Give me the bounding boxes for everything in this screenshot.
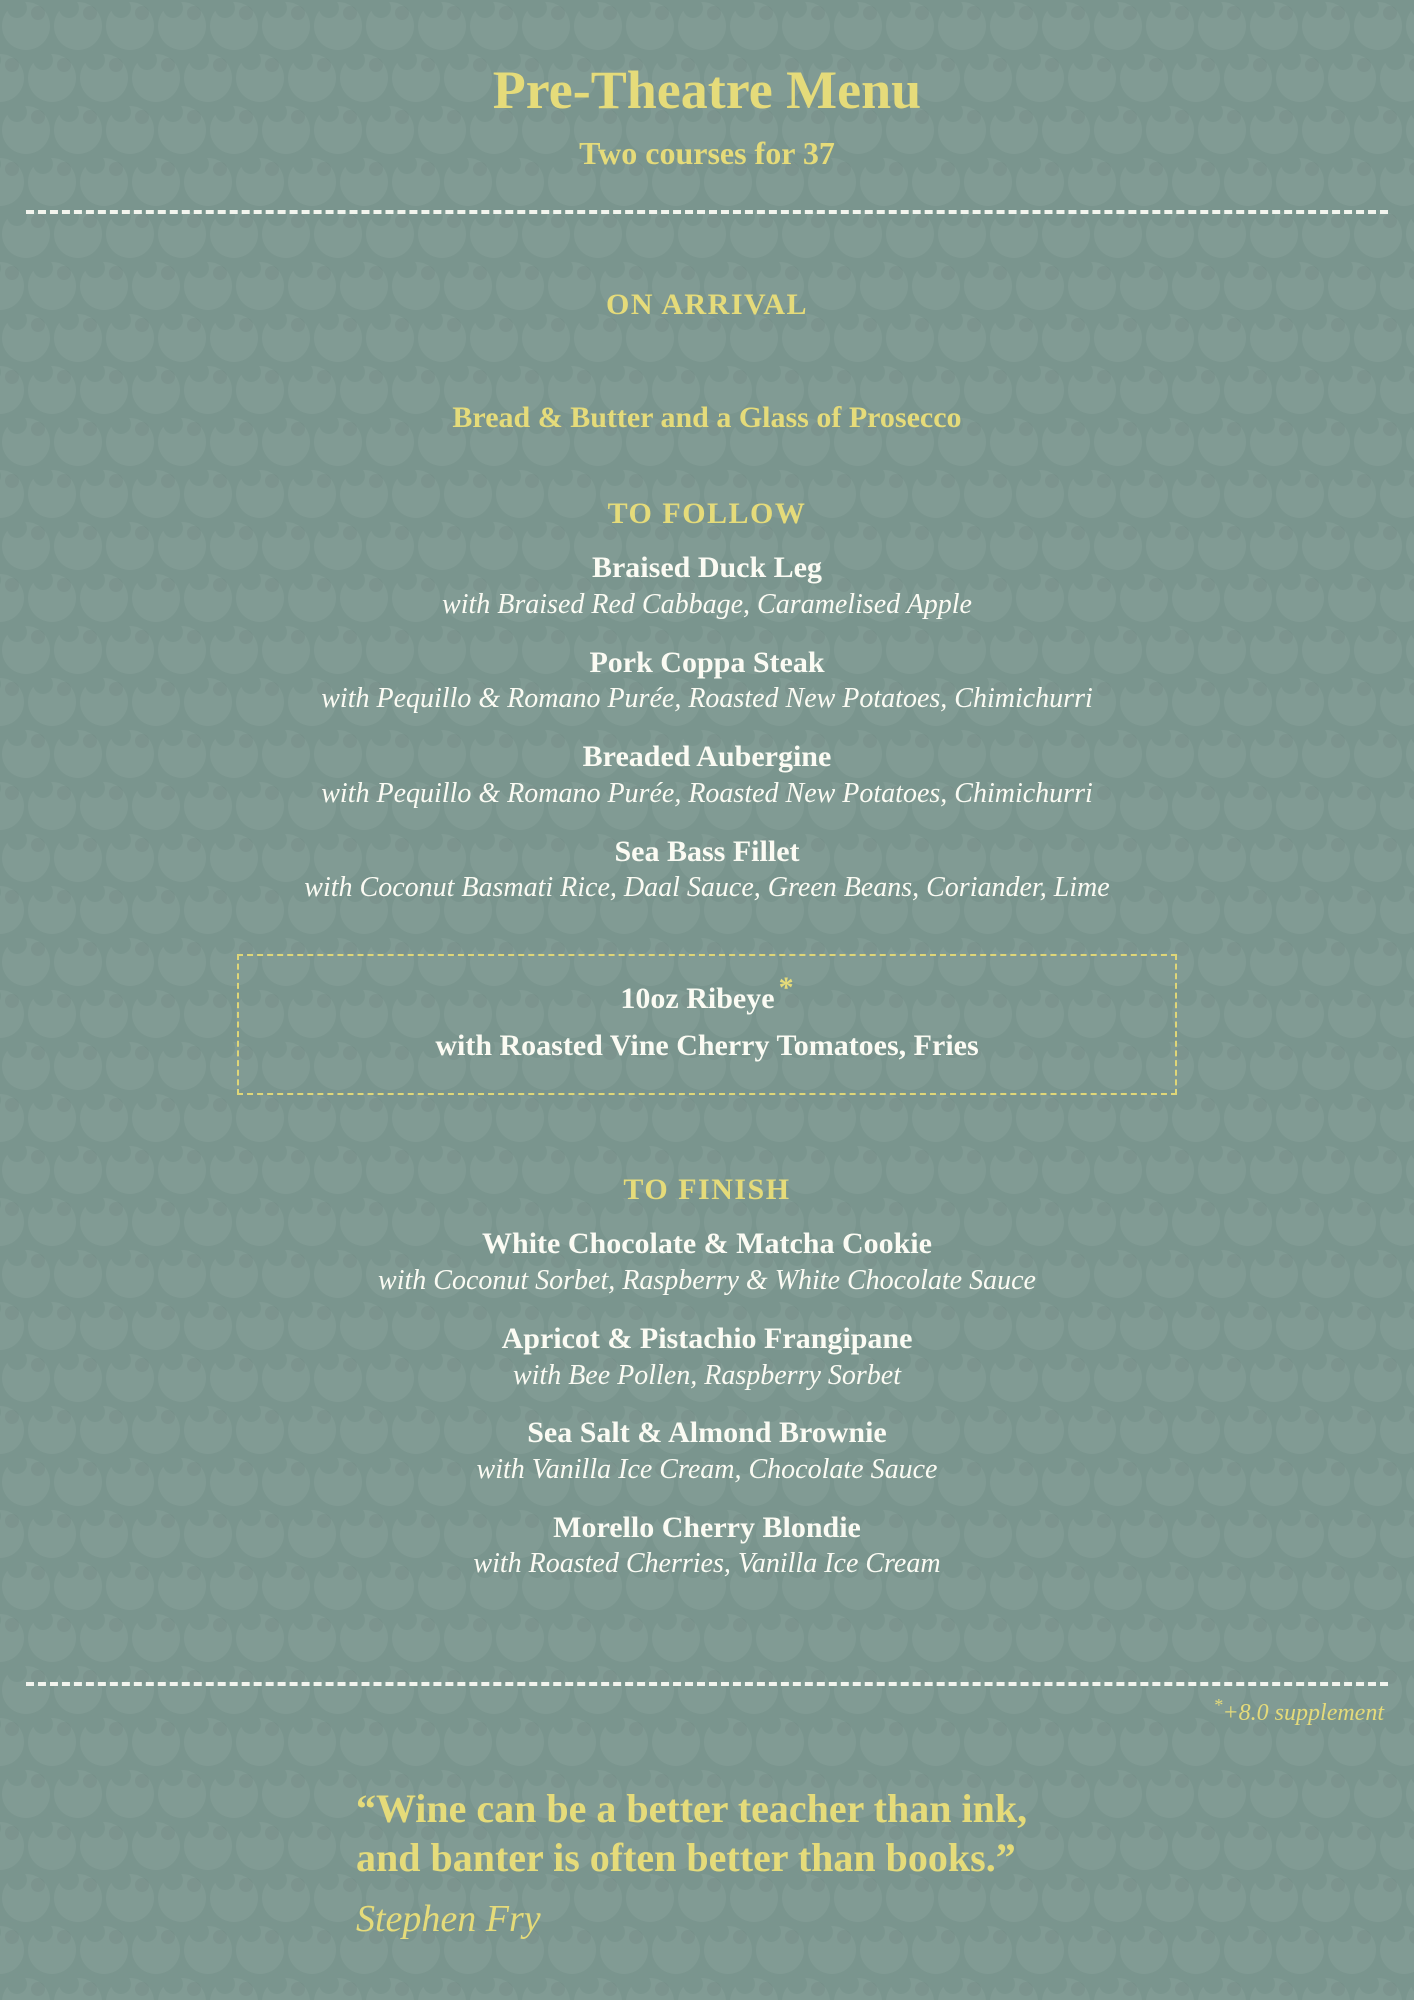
item-name: Sea Bass Fillet — [614, 834, 800, 868]
item-name: Morello Cherry Blondie — [553, 1510, 861, 1544]
item-description: with Bee Pollen, Raspberry Sorbet — [512, 1359, 902, 1391]
item-description: with Pequillo & Romano Purée, Roasted New Potatoes, Chimichurri — [321, 777, 1093, 809]
quote-block — [356, 1785, 1414, 1942]
section-heading-to-follow: TO FOLLOW — [607, 496, 807, 530]
top-dashed-divider — [26, 210, 1388, 214]
to-follow-items — [0, 550, 1414, 906]
section-heading-to-finish: TO FINISH — [623, 1172, 791, 1206]
quote-line-2: and banter is often better than books.” — [356, 1834, 1016, 1880]
quote-line-1: “Wine can be a better teacher than ink, — [356, 1786, 1028, 1832]
menu-item — [0, 834, 1414, 906]
item-name: White Chocolate & Matcha Cookie — [482, 1227, 932, 1261]
item-description: with Roasted Cherries, Vanilla Ice Cream — [473, 1548, 941, 1580]
item-description: with Braised Red Cabbage, Caramelised Apple — [442, 588, 972, 620]
quote-author: Stephen Fry — [356, 1897, 541, 1940]
item-name: Sea Salt & Almond Brownie — [527, 1416, 887, 1450]
menu-subtitle: Two courses for 37 — [579, 134, 835, 171]
item-name: Pork Coppa Steak — [589, 645, 825, 679]
special-item-description: with Roasted Vine Cherry Tomatoes, Fries — [435, 1029, 979, 1063]
supplement-star-icon: * — [778, 970, 794, 1004]
special-item-name: 10oz Ribeye * — [620, 970, 794, 1015]
menu-title: Pre-Theatre Menu — [492, 60, 922, 120]
menu-item — [0, 645, 1414, 717]
item-description: with Coconut Basmati Rice, Daal Sauce, Green Beans, Coriander, Lime — [304, 872, 1110, 904]
ribeye-special-box — [237, 954, 1177, 1095]
menu-item — [0, 550, 1414, 622]
menu-item — [0, 1510, 1414, 1582]
menu-item — [0, 1415, 1414, 1487]
item-description: with Coconut Sorbet, Raspberry & White Chocolate Sauce — [378, 1265, 1036, 1297]
supplement-footnote: *+8.0 supplement — [1213, 1695, 1384, 1727]
menu-item — [0, 1226, 1414, 1298]
item-name: Breaded Aubergine — [582, 740, 832, 774]
to-finish-items — [0, 1226, 1414, 1582]
bottom-dashed-divider — [26, 1682, 1388, 1686]
menu-item — [0, 739, 1414, 811]
item-description: with Vanilla Ice Cream, Chocolate Sauce — [476, 1453, 938, 1485]
section-heading-on-arrival: ON ARRIVAL — [606, 287, 808, 321]
item-name: Braised Duck Leg — [591, 551, 822, 585]
item-description: with Pequillo & Romano Purée, Roasted New Potatoes, Chimichurri — [321, 683, 1093, 715]
menu-item — [0, 1321, 1414, 1393]
item-name: Apricot & Pistachio Frangipane — [501, 1321, 913, 1355]
footnote-star-icon: * — [1213, 1695, 1223, 1716]
arrival-item: Bread & Butter and a Glass of Prosecco — [452, 401, 962, 435]
